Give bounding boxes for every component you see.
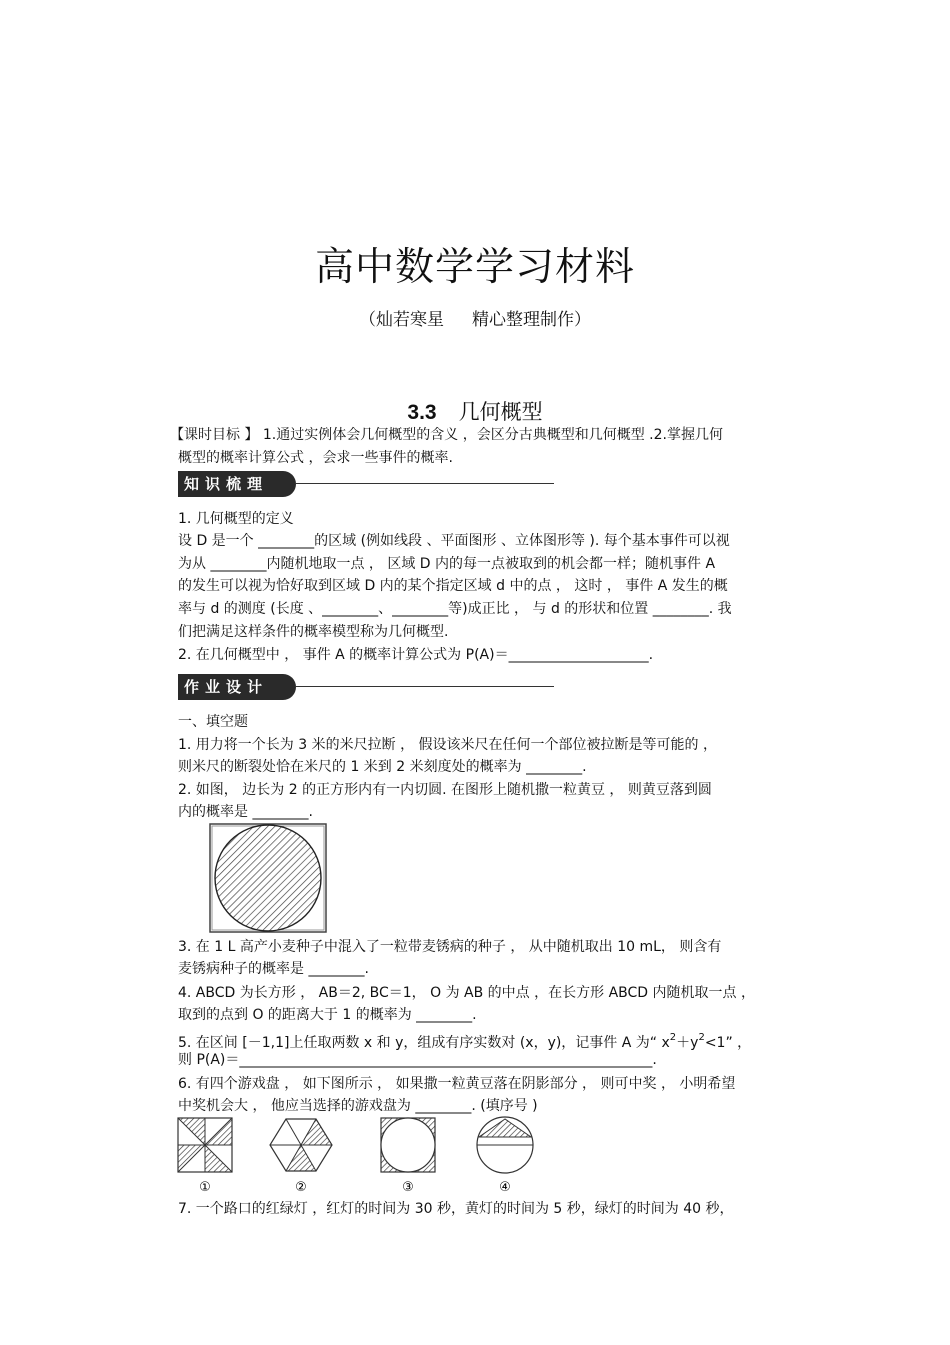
question-4-line-2: 取到的点到 O 的距离大于 1 的概率为 ________.: [178, 1007, 477, 1023]
game-boards-figure: [174, 1115, 544, 1195]
q5-text-start: 5. 在区间 [－1,1]上任取两数 x 和 y，组成有序实数对 (x，y)，记事件 A 为“ x: [178, 1035, 670, 1051]
knowledge-line-3: 的发生可以视为恰好取到区域 D 内的某个指定区域 d 中的点 ， 这时 ， 事件 A 发生的概: [178, 578, 728, 594]
question-1-line-1: 1. 用力将一个长为 3 米的米尺拉断 ， 假设该米尺在任何一个部位被拉断是等可能的 ，: [178, 737, 717, 753]
question-5-line-2: 则 P(A)＝___________________________________________________________.: [178, 1052, 657, 1068]
question-4-line-1: 4. ABCD 为长方形 ， AB＝2, BC＝1， O 为 AB 的中点 ，在长方形 ABCD 内随机取一点 ，: [178, 985, 755, 1001]
board-label-1: ①: [199, 1180, 211, 1195]
question-7-line-1: 7. 一个路口的红绿灯 ，红灯的时间为 30 秒，黄灯的时间为 5 秒，绿灯的时间为 40 秒，: [178, 1201, 734, 1217]
section-number: 3.3: [407, 401, 437, 424]
q5-text-mid: ＋y: [676, 1035, 699, 1051]
knowledge-heading-2: 2. 在几何概型中 ， 事件 A 的概率计算公式为 P(A)＝____________________.: [178, 647, 654, 663]
subtitle-left: （灿若寒星: [359, 310, 444, 330]
banner-rule: [296, 686, 554, 687]
homework-banner-label: 作业设计: [178, 674, 296, 700]
q5-text-end: <1” ，: [704, 1035, 752, 1051]
question-3-line-2: 麦锈病种子的概率是 ________.: [178, 961, 369, 977]
knowledge-banner-label: 知识梳理: [178, 471, 296, 497]
question-6-line-2: 中奖机会大 ， 他应当选择的游戏盘为 ________. (填序号 ): [178, 1098, 538, 1114]
game-board-4: [477, 1117, 533, 1173]
q5-exponent-2: 2: [698, 1032, 705, 1043]
knowledge-banner: [178, 471, 558, 497]
goals-line-2: 概型的概率计算公式 ，会求一些事件的概率.: [178, 450, 453, 466]
game-board-2: [270, 1119, 332, 1171]
banner-dot-icon: [538, 478, 550, 490]
subtitle-right: 精心整理制作）: [472, 310, 591, 330]
question-3-line-1: 3. 在 1 L 高产小麦种子中混入了一粒带麦锈病的种子 ， 从中随机取出 10 mL， 则含有: [178, 939, 722, 955]
knowledge-line-1: 设 D 是一个 ________的区域 (例如线段 、平面图形 、立体图形等 ). 每个基本事件可以视: [178, 533, 730, 549]
document-title: 高中数学学习材料: [314, 245, 635, 290]
q5-exponent-1: 2: [669, 1032, 677, 1043]
game-board-3: [381, 1118, 435, 1172]
document-subtitle: [0, 305, 950, 330]
section-heading: [0, 396, 950, 426]
goals-line-1: 【课时目标 】 1.通过实例体会几何概型的含义 ，会区分古典概型和几何概型 .2.掌握几何: [170, 427, 723, 443]
game-board-1: [178, 1118, 232, 1172]
knowledge-line-2: 为从 ________内随机地取一点 ， 区域 D 内的每一点被取到的机会都一样；随机事件 A: [178, 556, 716, 572]
question-2-line-1: 2. 如图， 边长为 2 的正方形内有一内切圆. 在图形上随机撒一粒黄豆 ， 则黄豆落到圆: [178, 782, 712, 798]
banner-rule: [296, 483, 554, 484]
board-label-4: ④: [499, 1180, 511, 1195]
square-inscribed-circle-figure: [208, 822, 328, 934]
section-name: 几何概型: [458, 400, 543, 424]
board-label-2: ②: [295, 1180, 307, 1195]
knowledge-line-4: 率与 d 的测度 (长度 、________、________等)成正比 ， 与 d 的形状和位置 ________. 我: [178, 601, 732, 617]
board-label-3: ③: [402, 1180, 414, 1195]
knowledge-line-5: 们把满足这样条件的概率模型称为几何概型.: [178, 624, 449, 640]
homework-banner: [178, 674, 558, 700]
question-6-line-1: 6. 有四个游戏盘 ， 如下图所示 ， 如果撒一粒黄豆落在阴影部分 ， 则可中奖 ， 小明希望: [178, 1076, 736, 1092]
question-2-line-2: 内的概率是 ________.: [178, 804, 313, 820]
knowledge-heading-1: 1. 几何概型的定义: [178, 511, 294, 527]
fill-blank-section-label: 一、填空题: [178, 714, 248, 730]
banner-dot-icon: [538, 681, 550, 693]
question-1-line-2: 则米尺的断裂处恰在米尺的 1 米到 2 米刻度处的概率为 ________.: [178, 759, 587, 775]
